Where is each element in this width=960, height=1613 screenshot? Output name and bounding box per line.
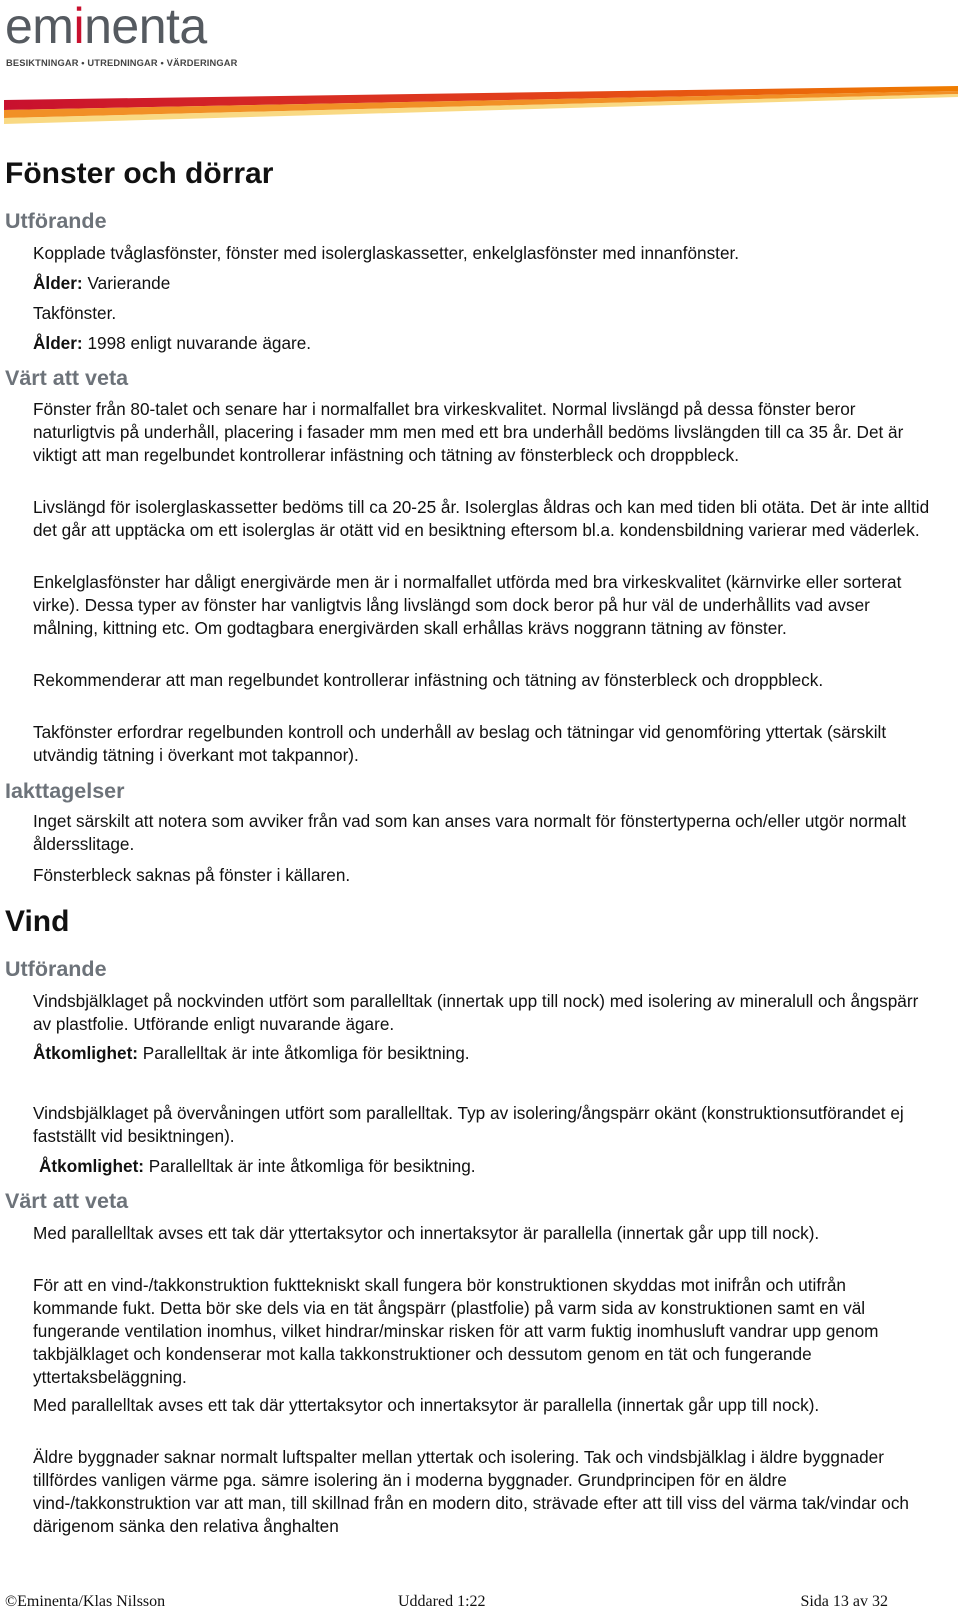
paragraph: Takfönster erfordrar regelbunden kontroll och underhåll av beslag och tätningar vid genomföring yttertak (särskilt utvändig tätning i överkant mot takpannor).: [33, 722, 887, 765]
heading-iakttagelser: Iakttagelser: [5, 779, 125, 803]
age-label: Ålder:: [33, 333, 83, 353]
paragraph: Med parallelltak avses ett tak där yttertaksytor och innertaksytor är parallella (innertak går upp till nock).: [33, 1223, 820, 1243]
paragraph: För att en vind-/takkonstruktion fukttekniskt skall fungera bör konstruktionen skyddas mot inifrån och utifrån kommande fukt. Detta bör ske dels via en tät ångspärr (plastfolie) på varm sida av konstruktionen samt en väl fungerande ventilation inomhus, vilket hindrar/minskar risken för att varm fuktig inomhusluft vandrar upp genom takbjälklaget och kondenserar mot kalla takkonstruktioner och dessutom genom en tät och fungerande yttertaksbeläggning.: [33, 1275, 879, 1387]
access-value: Parallelltak är inte åtkomliga för besiktning.: [138, 1043, 470, 1063]
access-line: [39, 1155, 939, 1178]
access-line: [33, 1042, 933, 1065]
footer-property: Uddared 1:22: [398, 1593, 486, 1610]
logo-wordmark: [5, 0, 207, 54]
paragraph: Fönsterbleck saknas på fönster i källaren.: [33, 865, 351, 885]
age-value: Varierande: [82, 273, 171, 293]
age-label: Ålder:: [33, 273, 83, 293]
utforande-line: Takfönster.: [33, 303, 117, 323]
paragraph: Vindsbjälklaget på nockvinden utfört som parallelltak (innertak upp till nock) med isolering av mineralull och ångspärr av plastfolie. Utförande enligt nuvarande ägare.: [33, 991, 919, 1034]
age-line: [33, 332, 933, 355]
access-value: Parallelltak är inte åtkomliga för besiktning.: [144, 1156, 476, 1176]
section-title-fonster-och-dorrar: Fönster och dörrar: [5, 157, 274, 190]
heading-vart-att-veta: Värt att veta: [5, 1189, 129, 1213]
utforande-line: Kopplade tvåglasfönster, fönster med isolerglaskassetter, enkelglasfönster med innanfönster.: [33, 243, 740, 263]
paragraph: Med parallelltak avses ett tak där yttertaksytor och innertaksytor är parallella (innertak går upp till nock).: [33, 1395, 820, 1415]
paragraph: Fönster från 80-talet och senare har i normalfallet bra virkeskvalitet. Normal livslängd på dessa fönster beror naturligtvis på underhåll, placering i fasader mm men med ett bra underhåll bedöms livslängden till ca 35 år. Det är viktigt att man regelbundet kontrollerar infästning och tätning av fönsterbleck och droppbleck.: [33, 399, 904, 465]
paragraph: Enkelglasfönster har dåligt energivärde men är i normalfallet utförda med bra virkeskvalitet (kärnvirke eller sorterat virke). Dessa typer av fönster har vanligtvis lång livslängd som dock beror på hur väl de underhållits vad avser målning, kittning etc. Om godtagbara energivärden skall erhållas krävs noggrann tätning av fönster.: [33, 572, 902, 638]
access-label: Åtkomlighet:: [39, 1156, 145, 1176]
paragraph: Äldre byggnader saknar normalt luftspalter mellan yttertak och isolering. Tak och vindsbjälklag i äldre byggnader tillfördes vanligen värme pga. sämre isolering än i moderna byggnader. Grundprincipen för en äldre vind-/takkonstruktion var att man, till skillnad från en modern dito, strävade efter att till viss del värma tak/vindar och därigenom sänka den relativa ånghalten: [33, 1447, 909, 1536]
logo-wordmark-text: eminenta: [5, 0, 207, 54]
heading-utforande: Utförande: [5, 209, 107, 233]
paragraph: Rekommenderar att man regelbundet kontrollerar infästning och tätning av fönsterbleck och droppbleck.: [33, 670, 824, 690]
footer-page-number: Sida 13 av 32: [800, 1593, 888, 1610]
heading-vart-att-veta: Värt att veta: [5, 366, 129, 390]
section-title-vind: Vind: [5, 905, 70, 938]
access-label: Åtkomlighet:: [33, 1043, 139, 1063]
page-footer: [0, 1593, 960, 1613]
logo-tagline: BESIKTNINGAR • UTREDNINGAR • VÄRDERINGAR: [6, 58, 238, 68]
age-line: [33, 272, 933, 295]
paragraph: Inget särskilt att notera som avviker från vad som kan anses vara normalt för fönstertyperna och/eller utgör normalt åldersslitage.: [33, 811, 907, 854]
paragraph: Vindsbjälklaget på övervåningen utfört som parallelltak. Typ av isolering/ångspärr okänt (konstruktionsutförandet ej fastställt vid besiktningen).: [33, 1103, 904, 1146]
header-color-stripe: [4, 84, 958, 128]
paragraph: Livslängd för isolerglaskassetter bedöms till ca 20-25 år. Isolerglas åldras och kan med tiden bli otäta. Det är inte alltid det går att upptäcka om ett isolerglas är otätt vid en besiktning eftersom bl.a. kondensbildning varierar med väderlek.: [33, 497, 930, 540]
eminenta-logo: [5, 0, 245, 72]
age-value: 1998 enligt nuvarande ägare.: [82, 333, 312, 353]
heading-utforande: Utförande: [5, 957, 107, 981]
footer-copyright: ©Eminenta/Klas Nilsson: [5, 1593, 166, 1610]
